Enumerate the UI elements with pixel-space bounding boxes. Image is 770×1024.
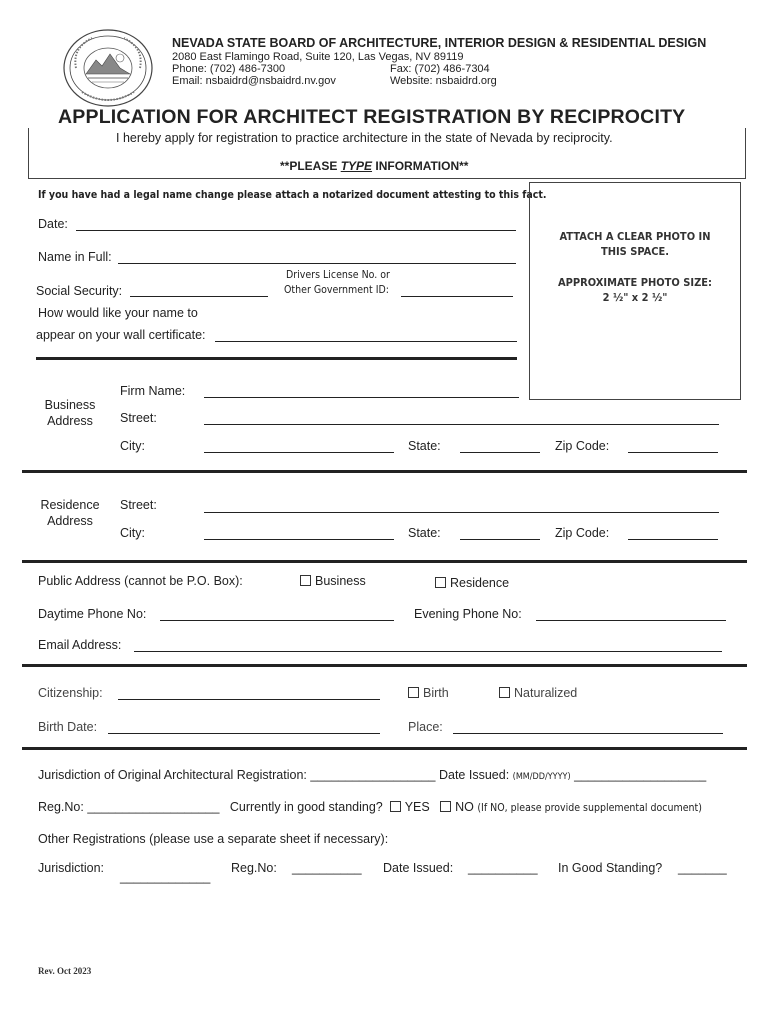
board-phone: Phone: (702) 486-7300	[172, 63, 286, 75]
board-name: NEVADA STATE BOARD OF ARCHITECTURE, INTERIOR DESIGN & RESIDENTIAL DESIGN	[172, 36, 707, 50]
intro-text: I hereby apply for registration to practice architecture in the state of Nevada by reciprocity.	[116, 131, 613, 145]
yes-label: YES	[404, 800, 430, 814]
reg-no-row	[38, 800, 702, 814]
birth-place-label: Place:	[408, 720, 443, 734]
board-address: 2080 East Flamingo Road, Suite 120, Las Vegas, NV 89119	[172, 51, 464, 63]
birth-checkbox[interactable]	[408, 687, 419, 698]
in-good-standing-field[interactable]: _______	[678, 861, 727, 875]
naturalized-checkbox[interactable]	[499, 687, 510, 698]
original-jurisdiction-row	[38, 768, 706, 782]
board-website: Website: nsbaidrd.org	[390, 75, 497, 87]
original-jurisdiction-label: Jurisdiction of Original Architectural Registration:	[38, 768, 307, 782]
no-note: (If NO, please provide supplemental document)	[477, 802, 702, 814]
jurisdiction-label: Jurisdiction:	[38, 861, 104, 875]
date-issued-field[interactable]: ___________________	[574, 768, 707, 782]
residence-address-label: Residence Address	[40, 498, 100, 528]
birth-date-label: Birth Date:	[38, 720, 98, 734]
business-address-label: Business Address	[44, 398, 96, 428]
section-divider	[22, 560, 747, 563]
jurisdiction-field[interactable]: _____________	[120, 870, 211, 884]
state-seal-icon	[62, 28, 154, 108]
email-field[interactable]	[134, 651, 722, 652]
residence-zip-field[interactable]	[628, 539, 718, 540]
ssn-label: Social Security:	[36, 284, 123, 298]
name-full-field[interactable]	[118, 263, 516, 264]
section-divider	[22, 664, 747, 667]
residence-street-label: Street:	[120, 498, 157, 512]
good-standing-label: Currently in good standing?	[229, 800, 383, 814]
ssn-field[interactable]	[130, 296, 268, 297]
date-format-hint: (MM/DD/YYYY)	[512, 772, 571, 782]
reg-no-label: Reg.No:	[38, 800, 84, 814]
residence-city-label: City:	[120, 526, 145, 540]
daytime-phone-field[interactable]	[160, 620, 394, 621]
daytime-phone-label: Daytime Phone No:	[38, 607, 147, 621]
public-address-residence-option[interactable]: Residence	[435, 576, 509, 590]
birth-place-field[interactable]	[453, 733, 723, 734]
residence-state-label: State:	[408, 526, 441, 540]
business-street-label: Street:	[120, 411, 157, 425]
board-fax: Fax: (702) 486-7304	[390, 63, 490, 75]
email-label: Email Address:	[38, 638, 122, 652]
evening-phone-label: Evening Phone No:	[414, 607, 522, 621]
business-city-label: City:	[120, 439, 145, 453]
original-jurisdiction-field[interactable]: __________________	[310, 768, 436, 782]
photo-size-value: 2 ½" x 2 ½"	[602, 291, 668, 304]
other-reg-no-field[interactable]: __________	[292, 861, 362, 875]
business-street-field[interactable]	[204, 424, 719, 425]
photo-box	[529, 182, 741, 400]
citizenship-field[interactable]	[118, 699, 380, 700]
firm-name-label: Firm Name:	[120, 384, 186, 398]
revision-note: Rev. Oct 2023	[38, 966, 92, 976]
business-checkbox[interactable]	[300, 575, 311, 586]
no-checkbox[interactable]	[440, 801, 451, 812]
cert-name-label-2: appear on your wall certificate:	[36, 328, 206, 342]
citizenship-label: Citizenship:	[38, 686, 103, 700]
dl-label-1: Drivers License No. or	[286, 269, 390, 281]
photo-instruction-2: THIS SPACE.	[600, 245, 670, 258]
public-address-label: Public Address (cannot be P.O. Box):	[38, 574, 243, 588]
residence-state-field[interactable]	[460, 539, 540, 540]
page-title: APPLICATION FOR ARCHITECT REGISTRATION BY RECIPROCITY	[58, 106, 686, 128]
firm-name-field[interactable]	[204, 397, 519, 398]
reg-no-field[interactable]: ___________________	[87, 800, 220, 814]
other-date-issued-label: Date Issued:	[383, 861, 454, 875]
other-registrations-label: Other Registrations (please use a separate sheet if necessary):	[38, 832, 389, 846]
date-field[interactable]	[76, 230, 516, 231]
residence-checkbox[interactable]	[435, 577, 446, 588]
cert-name-field[interactable]	[215, 341, 517, 342]
business-city-field[interactable]	[204, 452, 394, 453]
public-address-business-option[interactable]: Business	[300, 574, 366, 588]
other-reg-no-label: Reg.No:	[231, 861, 277, 875]
dl-field[interactable]	[401, 296, 513, 297]
citizenship-naturalized-option[interactable]: Naturalized	[499, 686, 577, 700]
in-good-standing-label: In Good Standing?	[558, 861, 663, 875]
name-change-note: If you have had a legal name change please attach a notarized document attesting to this fact.	[38, 189, 547, 201]
residence-street-field[interactable]	[204, 512, 719, 513]
board-email: Email: nsbaidrd@nsbaidrd.nv.gov	[172, 75, 336, 87]
citizenship-birth-option[interactable]: Birth	[408, 686, 449, 700]
photo-size-label: APPROXIMATE PHOTO SIZE:	[558, 276, 712, 289]
yes-checkbox[interactable]	[390, 801, 401, 812]
business-state-label: State:	[408, 439, 441, 453]
cert-name-label-1: How would like your name to	[38, 306, 198, 320]
no-label: NO	[455, 800, 474, 814]
please-type-note: **PLEASE TYPE INFORMATION**	[280, 159, 469, 173]
name-full-label: Name in Full:	[38, 250, 112, 264]
section-divider	[36, 357, 517, 360]
date-label: Date:	[38, 217, 68, 231]
other-date-issued-field[interactable]: __________	[468, 861, 538, 875]
date-issued-label: Date Issued:	[438, 768, 510, 782]
business-state-field[interactable]	[460, 452, 540, 453]
residence-city-field[interactable]	[204, 539, 394, 540]
birth-date-field[interactable]	[108, 733, 380, 734]
residence-zip-label: Zip Code:	[555, 526, 610, 540]
business-zip-label: Zip Code:	[555, 439, 610, 453]
photo-instruction-1: ATTACH A CLEAR PHOTO IN	[559, 230, 711, 243]
evening-phone-field[interactable]	[536, 620, 726, 621]
section-divider	[22, 747, 747, 750]
dl-label-2: Other Government ID:	[284, 284, 389, 296]
business-zip-field[interactable]	[628, 452, 718, 453]
section-divider	[22, 470, 747, 473]
